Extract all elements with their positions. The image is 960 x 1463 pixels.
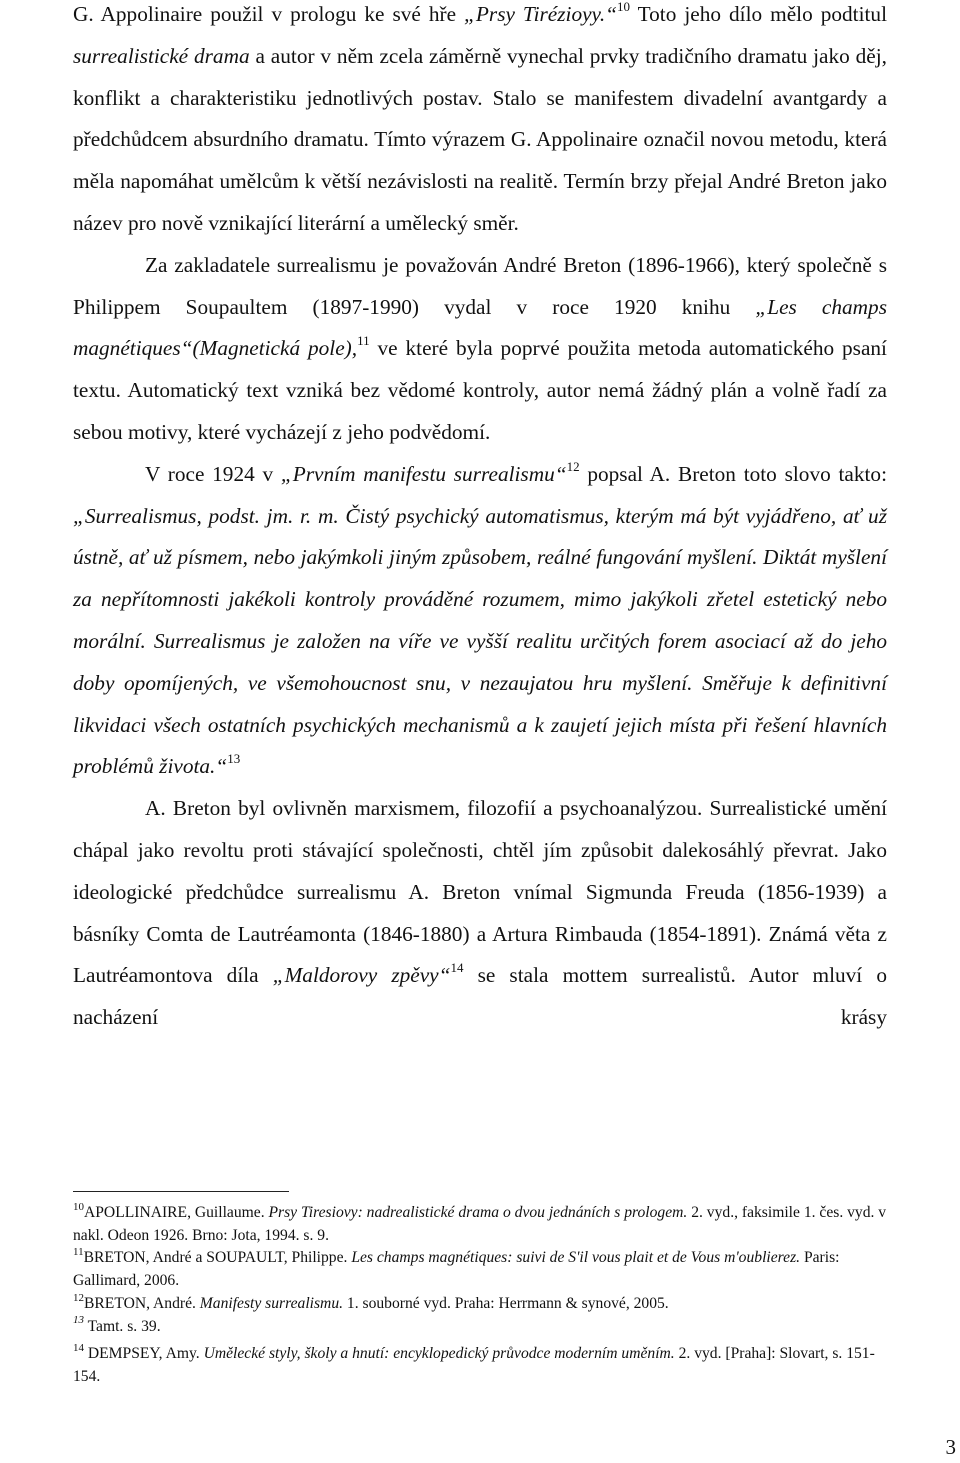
body-text	[73, 0, 887, 1039]
text-run: V roce 1924 v	[145, 461, 281, 486]
book-title: „Les champs magnétiques“(Magnetická pole),	[73, 294, 887, 361]
text-run: ve které byla poprvé použita metoda automatického psaní textu. Automatický text vzniká bez vědomé kontroly, autor nemá žádný plán a volně řadí za sebou motivy, které vycházejí z jeho podvědomí.	[73, 336, 887, 444]
footnote-text: 2. vyd., faksimile 1. čes. vyd. v nakl. Odeon 1926. Brno: Jota, 1994. s. 9.	[73, 1204, 887, 1244]
footnote-text: BRETON, André.	[84, 1294, 200, 1312]
paragraph-2	[73, 245, 887, 454]
footnote-ref-12: 12	[566, 458, 580, 474]
footnote-ref-13: 13	[227, 751, 241, 767]
footnote-ref-14: 14	[450, 960, 464, 976]
footnote-title: Umělecké styly, školy a hnutí: encyklopedický průvodce moderním uměním.	[203, 1345, 675, 1363]
footnote-text: Tamt. s. 39.	[84, 1317, 161, 1335]
footnote-title: Manifesty surrealismu.	[199, 1294, 344, 1312]
italic-run: surrealistické drama	[73, 43, 250, 68]
footnote-number: 13	[73, 1314, 84, 1327]
footnote-text: 2. vyd. [Praha]: Slovart, s. 151-154.	[73, 1345, 875, 1385]
text-run: Toto jeho dílo mělo podtitul	[630, 2, 887, 26]
footnote-text: BRETON, André a SOUPAULT, Philippe.	[83, 1249, 352, 1267]
footnote-number: 12	[73, 1291, 84, 1304]
footnote-11	[73, 1247, 893, 1292]
footnote-text: APOLLINAIRE, Guillaume.	[84, 1204, 269, 1221]
paragraph-3	[73, 454, 887, 788]
footnote-title: Les champs magnétiques: suivi de S'il vous plait et de Vous m'oublierez.	[351, 1249, 801, 1267]
footnote-number: 14	[73, 1342, 84, 1355]
footnote-12	[73, 1293, 893, 1316]
text-run: a autor v něm zcela záměrně vynechal prvky tradičního dramatu jako děj, konflikt a charakteristiku jednotlivých postav. Stalo se manifestem divadelní avantgardy a předchůdcem absurdního dramatu. Tímto výrazem G. Appolinaire označil novou metodu, která měla napomáhat umělcům k větší nezávislosti na realitě. Termín brzy přejal André Breton jako název pro nově vznikající literární a umělecký směr.	[73, 43, 887, 235]
footnote-ref-11: 11	[357, 333, 370, 349]
footnote-title: Prsy Tiresiovy: nadrealistické drama o dvou jednáních s prologem.	[268, 1204, 688, 1221]
page-number: 3	[945, 1435, 956, 1459]
paragraph-4	[73, 788, 887, 1039]
quote-definition: „Surrealismus, podst. jm. r. m. Čistý psychický automatismus, kterým má být vyjádřeno, ať už ústně, ať už písmem, nebo jakýmkoli jiným způsobem, reálné fungování myšlení. Diktát myšlení za nepřítomnosti jakékoli kontroly prováděné rozumem, mimo jakýkoli zřetel estetický nebo morální. Surrealismus je založen na víře ve vyšší realitu určitých forem asociací až do jeho doby opomíjených, ve všemohoucnost snu, v nezaujatou hru myšlení. Směřuje k definitivní likvidaci všech ostatních psychických mechanismů a k zaujetí jejich místa při řešení hlavních problémů života.“	[73, 503, 887, 779]
play-title: „Prsy Tirézioyy.“	[464, 2, 618, 26]
manifesto-title: „Prvním manifestu surrealismu“	[280, 461, 567, 486]
footnote-number: 10	[73, 1200, 84, 1213]
text-run: Za zakladatele surrealismu je považován André Breton (1896-1966), který společně s Philippem Soupaultem (1897-1990) vydal v roce 1920 knihu	[73, 252, 887, 319]
text-run: se stala mottem surrealistů. Autor mluví o nacházení krásy	[73, 963, 887, 1030]
footnote-ref-10: 10	[617, 0, 631, 14]
footnote-separator	[73, 1191, 289, 1192]
footnote-text: 1. souborné vyd. Praha: Herrmann & synové, 2005.	[343, 1294, 669, 1312]
paragraph-1	[73, 0, 887, 245]
footnote-14	[73, 1343, 893, 1388]
footnote-text: Paris: Gallimard, 2006.	[73, 1249, 840, 1290]
work-title: „Maldorovy zpěvy“	[272, 963, 451, 988]
footnote-13	[73, 1316, 893, 1339]
footnote-number: 11	[73, 1246, 84, 1259]
footnote-10	[73, 1202, 893, 1247]
footnotes	[73, 1202, 893, 1389]
text-run: popsal A. Breton toto slovo takto:	[579, 461, 887, 486]
footnote-text: DEMPSEY, Amy.	[84, 1345, 204, 1363]
text-run: G. Appolinaire použil v prologu ke své hře	[73, 2, 465, 26]
text-run: A. Breton byl ovlivněn marxismem, filozofií a psychoanalýzou. Surrealistické umění chápal jako revoltu proti stávající společnosti, chtěl jím způsobit dalekosáhlý převrat. Jako ideologické předchůdce surrealismu A. Breton vnímal Sigmunda Freuda (1856-1939) a básníky Comta de Lautréamonta (1846-1880) a Artura Rimbauda (1854-1891). Známá věta z Lautréamontova díla	[73, 796, 887, 988]
